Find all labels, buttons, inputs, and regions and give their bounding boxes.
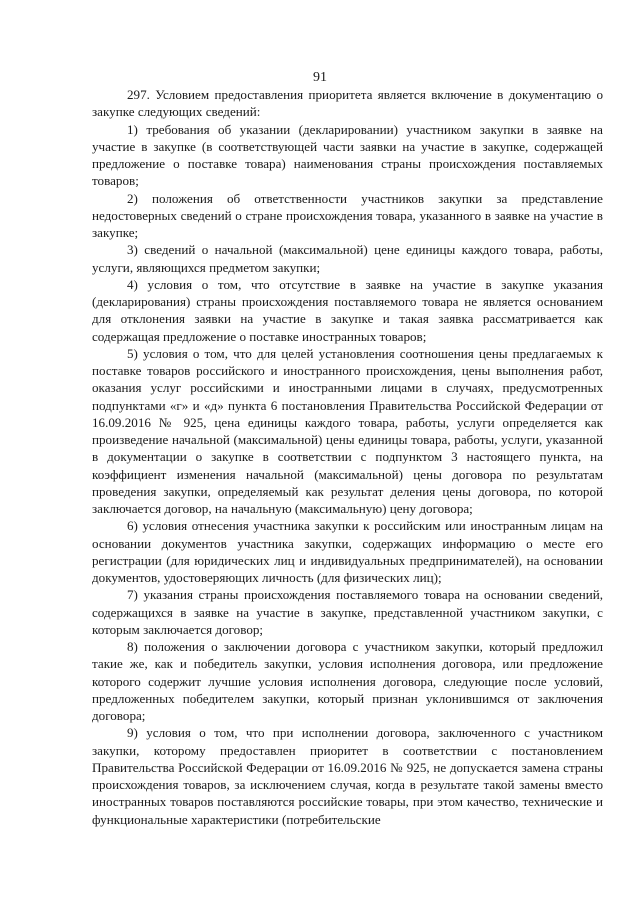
paragraph-item-8: 8) положения о заключении договора с участником закупки, который предложил такие же, как и победитель закупки, условия исполнения договора, или предложение которого содержит лучшие условия исполнения договора, следующие после условий, предложенных победителем закупки, который признан уклонившимся от заключения договора; xyxy=(92,639,603,723)
paragraph-item-9: 9) условия о том, что при исполнении договора, заключенного с участником закупки, которому предоставлен приоритет в соответствии с постановлением Правительства Российской Федерации от 16.09.2016 № 925, не допускается замена страны происхождения товаров, за исключением случая, когда в результате такой замены вместо иностранных товаров поставляются российские товары, при этом качество, технические и функциональные характеристики (потребительские xyxy=(92,725,603,827)
paragraph-297-intro: 297. Условием предоставления приоритета является включение в документацию о закупке следующих сведений: xyxy=(92,87,603,120)
paragraph-item-2: 2) положения об ответственности участников закупки за представление недостоверных сведений о стране происхождения товара, указанного в заявке на участие в закупке; xyxy=(92,190,603,240)
page-number: 91 xyxy=(313,70,327,85)
document-body xyxy=(92,86,603,828)
paragraph-item-7: 7) указания страны происхождения поставляемого товара на основании сведений, содержащихся в заявке на участие в закупке, представленной участником закупки, с которым заключается договор; xyxy=(92,587,603,637)
paragraph-item-5: 5) условия о том, что для целей установления соотношения цены предлагаемых к поставке товаров российского и иностранного происхождения, цены выполнения работ, оказания услуг российскими и иностранными лицами в случаях, предусмотренных подпунктами «г» и «д» пункта 6 постановления Правительства Российской Федерации от 16.09.2016 № 925, цена единицы каждого товара, работы, услуги определяется как произведение начальной (максимальной) цены единицы товара, работы, услуги, указанной в документации о закупке в соответствии с подпунктом 3 настоящего пункта, на коэффициент изменения начальной (максимальной) цены договора по результатам проведения закупки, определяемый как результат деления цены договора, по которой заключается договор, на начальную (максимальную) цену договора; xyxy=(92,345,603,516)
paragraph-item-3: 3) сведений о начальной (максимальной) цене единицы каждого товара, работы, услуги, являющихся предметом закупки; xyxy=(92,242,603,275)
paragraph-item-6: 6) условия отнесения участника закупки к российским или иностранным лицам на основании документов участника закупки, содержащих информацию о месте его регистрации (для юридических лиц и индивидуальных предпринимателей), на основании документов, удостоверяющих личность (для физических лиц); xyxy=(92,518,603,585)
paragraph-item-1: 1) требования об указании (декларировании) участником закупки в заявке на участие в закупке (в соответствующей части заявки на участие в закупке, содержащей предложение о поставке товара) наименования страны происхождения поставляемых товаров; xyxy=(92,121,603,189)
paragraph-item-4: 4) условия о том, что отсутствие в заявке на участие в закупке указания (декларирования) страны происхождения поставляемого товара не является основанием для отклонения заявки на участие в закупке и такая заявка рассматривается как содержащая предложение о поставке иностранных товаров; xyxy=(92,276,603,344)
